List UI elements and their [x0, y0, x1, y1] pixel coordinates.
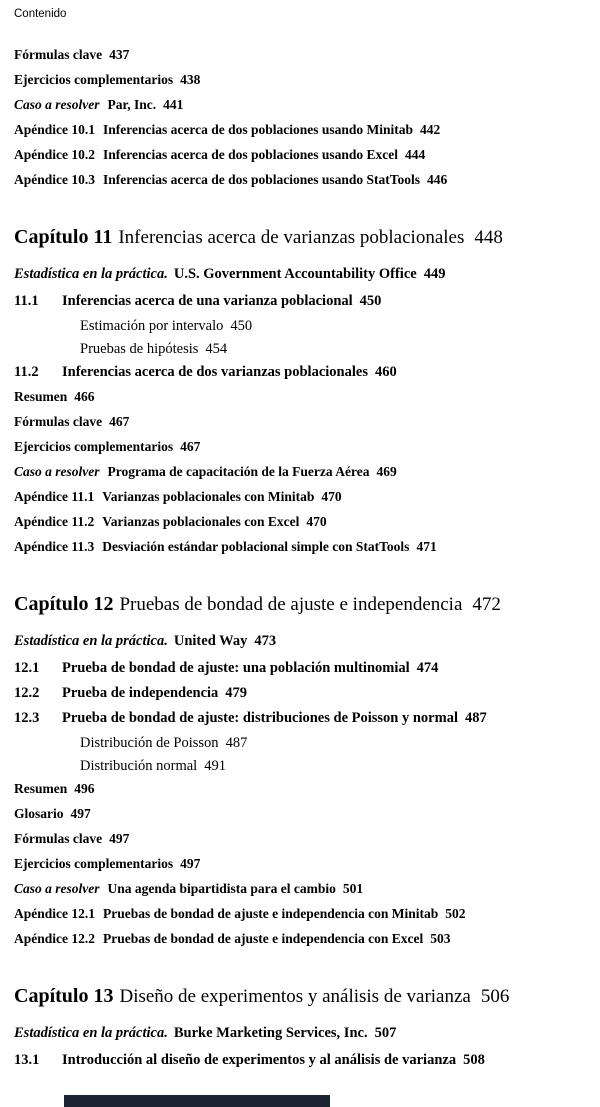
entry-page: 508: [463, 1052, 485, 1068]
sip-prefix: Estadística en la práctica.: [14, 266, 168, 282]
entry-page: 479: [225, 685, 248, 701]
entry-text: Ejercicios complementarios: [14, 856, 174, 871]
toc-subsection-entry: [80, 341, 584, 358]
entry-text: Distribución de Poisson: [80, 735, 219, 751]
entry-text: Ejercicios complementarios: [14, 439, 174, 454]
entry-page: 460: [374, 364, 397, 380]
toc-section-entry: [14, 293, 584, 310]
entry-page: 469: [376, 464, 397, 479]
entry-text: Fórmulas clave: [14, 831, 103, 846]
toc-section-entry: [14, 710, 584, 727]
toc-section-entry: [14, 660, 584, 677]
entry-page: 467: [109, 414, 130, 429]
entry-page: 437: [109, 47, 130, 62]
case-prefix: Caso a resolver: [14, 97, 100, 112]
appendix-label: Apéndice 10.2: [14, 147, 95, 162]
entry-text: Inferencias acerca de dos poblaciones usando Minitab: [103, 122, 414, 137]
section-number: 13.1: [14, 1052, 40, 1068]
entry-text: Desviación estándar poblacional simple con StatTools: [102, 539, 410, 554]
section-number: 11.2: [14, 364, 39, 380]
entry-page: 470: [306, 514, 327, 529]
entry-page: 446: [427, 172, 448, 187]
entry-page: 474: [416, 660, 439, 676]
toc-section-entry: [14, 685, 584, 702]
toc-case-entry: [14, 97, 584, 112]
section-body: [62, 685, 247, 702]
toc-subsection-entry: [80, 735, 584, 752]
entry-page: 450: [359, 293, 382, 309]
toc-statistics-in-practice-entry: [14, 633, 584, 650]
toc-appendix-entry: [14, 539, 584, 554]
entry-text: Ejercicios complementarios: [14, 72, 174, 87]
toc-chapter-heading: [14, 592, 584, 617]
entry-page: 442: [420, 122, 441, 137]
entry-text: Fórmulas clave: [14, 47, 103, 62]
toc-appendix-entry: [14, 147, 584, 162]
entry-text: Inferencias acerca de varianzas poblacionales: [118, 227, 465, 248]
entry-text: Par, Inc.: [107, 97, 157, 112]
appendix-label: Apéndice 10.1: [14, 122, 95, 137]
toc-subsection-entry: [80, 758, 584, 775]
sip-prefix: Estadística en la práctica.: [14, 633, 168, 649]
section-body: [62, 710, 487, 727]
entry-page: 444: [405, 147, 426, 162]
appendix-label: Apéndice 11.2: [14, 514, 95, 529]
entry-text: Pruebas de hipótesis: [80, 341, 199, 357]
entry-text: Resumen: [14, 781, 68, 796]
section-number: 12.2: [14, 685, 40, 701]
toc-chapter-heading: [14, 984, 584, 1009]
entry-text: Prueba de bondad de ajuste: una población multinomial: [62, 660, 410, 676]
entry-page: 487: [225, 735, 248, 751]
toc-entry: [14, 414, 584, 429]
toc-appendix-entry: [14, 122, 584, 137]
toc-appendix-entry: [14, 489, 584, 504]
toc-case-entry: [14, 464, 584, 479]
entry-page: 487: [464, 710, 487, 726]
entry-page: 497: [180, 856, 201, 871]
toc-appendix-entry: [14, 514, 584, 529]
appendix-label: Apéndice 11.3: [14, 539, 95, 554]
section-number: 12.3: [14, 710, 40, 726]
entry-page: 449: [423, 266, 446, 282]
toc-entry: [14, 439, 584, 454]
entry-text: Prueba de bondad de ajuste: distribuciones de Poisson y normal: [62, 710, 458, 726]
chapter-number: Capítulo 12: [14, 593, 114, 615]
entry-page: 472: [472, 594, 501, 615]
entry-text: Burke Marketing Services, Inc.: [173, 1025, 368, 1041]
chapter-number: Capítulo 13: [14, 985, 114, 1007]
entry-text: Programa de capacitación de la Fuerza Aérea: [107, 464, 370, 479]
entry-text: Inferencias acerca de una varianza poblacional: [62, 293, 353, 309]
appendix-label: Apéndice 12.2: [14, 931, 95, 946]
toc-chapter-heading: [14, 225, 584, 250]
entry-page: 497: [70, 806, 91, 821]
section-body: [62, 293, 381, 310]
toc-entry: [14, 72, 584, 87]
entry-page: 502: [445, 906, 466, 921]
entry-text: Varianzas poblacionales con Minitab: [102, 489, 315, 504]
entry-text: United Way: [173, 633, 248, 649]
appendix-label: Apéndice 10.3: [14, 172, 95, 187]
toc-entry: [14, 806, 584, 821]
toc-section-entry: [14, 1052, 584, 1069]
entry-page: 467: [180, 439, 201, 454]
entry-page: 450: [230, 318, 253, 334]
entry-page: 496: [74, 781, 95, 796]
entry-page: 506: [480, 986, 510, 1007]
entry-text: Inferencias acerca de dos varianzas poblacionales: [62, 364, 368, 380]
entry-page: 491: [204, 758, 226, 774]
entry-text: Resumen: [14, 389, 68, 404]
entry-text: Estimación por intervalo: [80, 318, 224, 334]
entry-text: Una agenda bipartidista para el cambio: [107, 881, 336, 896]
entry-page: 501: [342, 881, 364, 896]
toc-entry: [14, 856, 584, 871]
sip-prefix: Estadística en la práctica.: [14, 1025, 168, 1041]
entry-text: Pruebas de bondad de ajuste e independencia con Excel: [103, 931, 424, 946]
toc-statistics-in-practice-entry: [14, 266, 584, 283]
entry-page: 448: [474, 227, 503, 248]
appendix-label: Apéndice 12.1: [14, 906, 95, 921]
entry-page: 441: [163, 97, 184, 112]
entry-text: U.S. Government Accountability Office: [173, 266, 417, 282]
entry-page: 454: [205, 341, 228, 357]
section-number: 12.1: [14, 660, 40, 676]
entry-text: Inferencias acerca de dos poblaciones usando StatTools: [103, 172, 421, 187]
section-body: [62, 364, 397, 381]
entry-text: Inferencias acerca de dos poblaciones usando Excel: [103, 147, 399, 162]
entry-page: 473: [254, 633, 277, 649]
entry-text: Varianzas poblacionales con Excel: [102, 514, 300, 529]
entry-page: 507: [374, 1025, 397, 1041]
toc-appendix-entry: [14, 906, 584, 921]
toc-entry: [14, 47, 584, 62]
toc-statistics-in-practice-entry: [14, 1025, 584, 1042]
case-prefix: Caso a resolver: [14, 464, 100, 479]
toc-section-entry: [14, 364, 584, 381]
section-body: [62, 1052, 485, 1069]
appendix-label: Apéndice 11.1: [14, 489, 95, 504]
entry-page: 503: [430, 931, 451, 946]
section-number: 11.1: [14, 293, 39, 309]
chapter-number: Capítulo 11: [14, 226, 113, 248]
toc-subsection-entry: [80, 318, 584, 335]
entry-text: Glosario: [14, 806, 64, 821]
toc-appendix-entry: [14, 931, 584, 946]
toc-entry: [14, 781, 584, 796]
entry-text: Distribución normal: [80, 758, 198, 774]
entry-text: Pruebas de bondad de ajuste e independencia: [119, 594, 463, 615]
toc-entry: [14, 831, 584, 846]
case-prefix: Caso a resolver: [14, 881, 100, 896]
entry-text: Introducción al diseño de experimentos y al análisis de varianza: [62, 1052, 457, 1068]
page-header-contenido: Contenido: [14, 8, 67, 20]
toc-appendix-entry: [14, 172, 584, 187]
entry-text: Diseño de experimentos y análisis de varianza: [119, 986, 471, 1007]
next-page-image-fragment: [64, 1095, 330, 1107]
entry-page: 438: [180, 72, 201, 87]
entry-page: 497: [109, 831, 130, 846]
entry-page: 471: [416, 539, 437, 554]
section-body: [62, 660, 438, 677]
entry-text: Prueba de independencia: [62, 685, 219, 701]
toc-list: [14, 47, 584, 1069]
entry-text: Fórmulas clave: [14, 414, 103, 429]
toc-case-entry: [14, 881, 584, 896]
entry-page: 466: [74, 389, 95, 404]
entry-page: 470: [321, 489, 342, 504]
toc-entry: [14, 389, 584, 404]
entry-text: Pruebas de bondad de ajuste e independencia con Minitab: [103, 906, 439, 921]
